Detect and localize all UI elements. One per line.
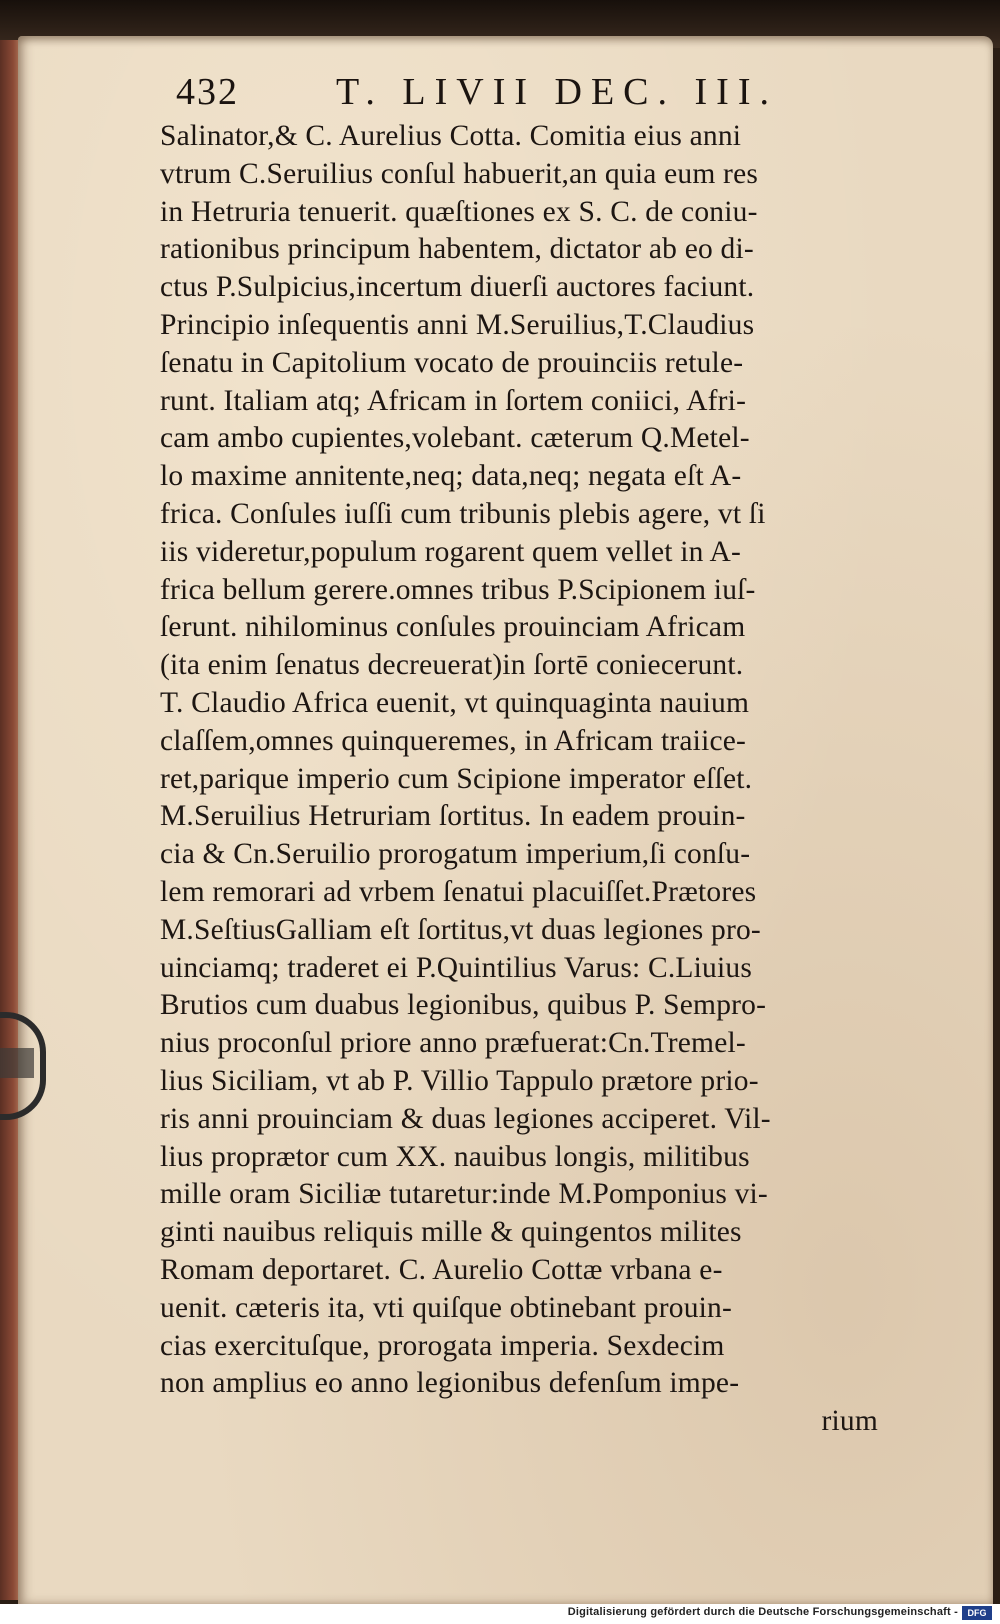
- text-line: ret,parique imperio cum Scipione imperator eſſet.: [160, 762, 753, 795]
- text-line: uenit. cæteris ita, vti quiſque obtinebant prouin-: [160, 1291, 733, 1324]
- text-line: cias exercituſque, prorogata imperia. Sexdecim: [160, 1329, 725, 1362]
- page-header: [154, 70, 934, 120]
- text-line: frica. Conſules iuſſi cum tribunis plebis agere, vt ſi: [160, 497, 766, 530]
- page-number: 432: [176, 71, 239, 113]
- text-line: Romam deportaret. C. Aurelio Cottæ vrbana e-: [160, 1253, 723, 1286]
- text-line: T. Claudio Africa euenit, vt quinquaginta nauium: [160, 686, 750, 719]
- text-line: frica bellum gerere.omnes tribus P.Scipionem iuſ-: [160, 573, 756, 606]
- text-line: vtrum C.Seruilius conſul habuerit,an quia eum res: [160, 157, 759, 190]
- text-line: ris anni prouinciam & duas legiones acciperet. Vil-: [160, 1102, 771, 1135]
- text-line: cam ambo cupientes,volebant. cæterum Q.Metel-: [160, 422, 750, 455]
- text-line: ſenatu in Capitolium vocato de prouinciis retule-: [160, 346, 744, 379]
- text-line: iis videretur,populum rogarent quem vellet in A-: [160, 535, 742, 568]
- body-text: [160, 118, 930, 1441]
- text-line: lem remorari ad vrbem ſenatui placuiſſet.Prætores: [160, 875, 757, 908]
- text-line: ctus P.Sulpicius,incertum diuerſi auctores faciunt.: [160, 271, 755, 304]
- text-line: Principio inſequentis anni M.Seruilius,T.Claudius: [160, 308, 755, 341]
- text-line: cia & Cn.Seruilio prorogatum imperium,ſi conſu-: [160, 838, 751, 871]
- text-line: Brutios cum duabus legionibus, quibus P. Sempro-: [160, 989, 767, 1022]
- text-line: nius proconſul priore anno præfuerat:Cn.Tremel-: [160, 1027, 746, 1060]
- text-line: claſſem,omnes quinqueremes, in Africam traiice-: [160, 724, 747, 757]
- text-line: runt. Italiam atq; Africam in ſortem coniici, Afri-: [160, 384, 747, 417]
- text-line: M.Seruilius Hetruriam ſortitus. In eadem prouin-: [160, 800, 746, 833]
- text-line: (ita enim ſenatus decreuerat)in ſortē coniecerunt.: [160, 649, 744, 682]
- text-line: ginti nauibus reliquis mille & quingentos milites: [160, 1216, 742, 1249]
- funding-credit: Digitalisierung gefördert durch die Deutsche Forschungsgemeinschaft -: [567, 1606, 958, 1618]
- text-line: lius Siciliam, vt ab P. Villio Tappulo prætore prio-: [160, 1064, 759, 1097]
- text-line: mille oram Siciliæ tutaretur:inde M.Pomponius vi-: [160, 1178, 768, 1211]
- text-line: uinciamq; traderet ei P.Quintilius Varus: C.Liuius: [160, 951, 753, 984]
- text-line: Salinator,& C. Aurelius Cotta. Comitia eius anni: [160, 120, 742, 152]
- text-line: non amplius eo anno legionibus defenſum impe-: [160, 1367, 740, 1400]
- text-line: lius proprætor cum XX. nauibus longis, militibus: [160, 1140, 750, 1173]
- dfg-logo: DFG: [962, 1606, 992, 1620]
- text-line: lo maxime annitente,neq; data,neq; negata eſt A-: [160, 460, 742, 493]
- text-line: M.SeſtiusGalliam eſt ſortitus,vt duas legiones pro-: [160, 913, 761, 946]
- text-line: ſerunt. nihilominus conſules prouinciam Africam: [160, 611, 746, 644]
- text-line: rationibus principum habentem, dictator ab eo di-: [160, 233, 754, 266]
- catchword: rium: [821, 1405, 878, 1438]
- text-line: in Hetruria tenuerit. quæſtiones ex S. C. de coniu-: [160, 195, 758, 228]
- running-head: T. LIVII DEC. III.: [336, 71, 778, 113]
